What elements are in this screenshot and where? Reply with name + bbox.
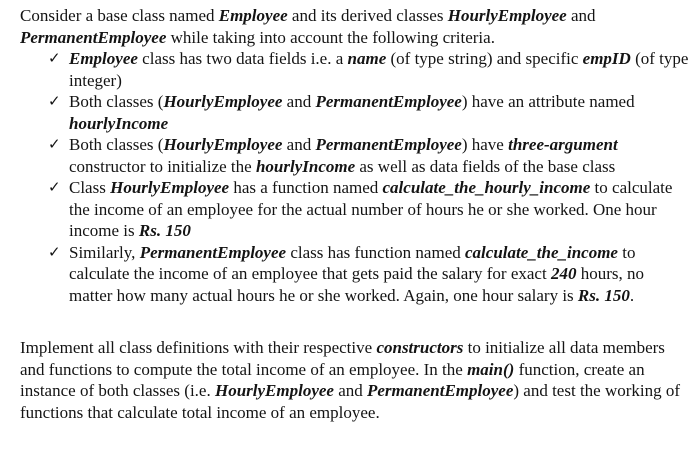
text: Class	[69, 178, 111, 197]
text: function, create an instance of both classes (i.e.	[20, 359, 645, 400]
function-name-income: calculate_the_income	[465, 242, 618, 262]
criteria-list	[20, 48, 690, 306]
class-name-hourly-employee: HourlyEmployee	[447, 6, 567, 25]
text: ) have an attribute named	[461, 92, 635, 111]
checkmark-icon: ✓	[48, 135, 61, 153]
criteria-item-2	[48, 91, 690, 134]
checkmark-icon: ✓	[48, 49, 61, 67]
text: Implement all class definitions with their respective	[20, 338, 377, 357]
main-function: main()	[467, 359, 515, 379]
text: to initialize all data members and functions to compute the total income of an employee. In the	[20, 338, 665, 379]
criteria-item-5	[48, 242, 690, 307]
text: has a function named	[229, 178, 383, 197]
text: Similarly,	[69, 242, 140, 262]
text: and its derived classes	[287, 6, 448, 25]
task-paragraph	[20, 337, 690, 423]
class-name-permanent-employee: PermanentEmployee	[315, 135, 462, 154]
criteria-item-3	[48, 134, 690, 177]
text: .	[629, 285, 635, 305]
text: to calculate the income of an employee for the actual number of hours he or she worked. One hour income is	[69, 178, 673, 240]
text: ) and test the working of functions that calculate total income of an employee.	[20, 381, 681, 422]
class-name-permanent-employee: PermanentEmployee	[139, 242, 287, 262]
text: and	[282, 135, 316, 154]
text: (of type string) and specific	[386, 49, 583, 68]
text: Both classes (	[69, 135, 164, 154]
text: Both classes (	[69, 92, 164, 111]
class-name-hourly-employee: HourlyEmployee	[163, 92, 283, 111]
text: class has two data fields i.e. a	[137, 49, 348, 68]
class-name-hourly-employee: HourlyEmployee	[110, 178, 230, 197]
class-name-permanent-employee: PermanentEmployee	[315, 92, 462, 111]
function-name-hourly-income: calculate_the_hourly_income	[382, 178, 591, 197]
question-document	[20, 5, 690, 423]
criteria-item-4	[48, 177, 690, 242]
intro-paragraph	[20, 5, 690, 48]
class-name-permanent-employee: PermanentEmployee	[20, 27, 167, 47]
text: as well as data fields of the base class	[355, 156, 616, 176]
constructors-term: constructors	[376, 338, 464, 357]
text: and	[282, 92, 316, 111]
class-name-hourly-employee: HourlyEmployee	[163, 135, 283, 154]
text: constructor to initialize the	[69, 156, 256, 176]
text: while taking into account the following criteria.	[166, 27, 495, 47]
class-name-hourly-employee: HourlyEmployee	[214, 381, 334, 400]
text: (of type integer)	[69, 49, 689, 90]
class-name-employee: Employee	[218, 6, 288, 25]
text: ) have	[461, 135, 509, 154]
checkmark-icon: ✓	[48, 242, 61, 261]
criteria-item-1	[48, 48, 690, 91]
hourly-rate: Rs. 150	[577, 285, 630, 305]
checkmark-icon: ✓	[48, 92, 61, 110]
class-name-permanent-employee: PermanentEmployee	[367, 381, 514, 400]
hourly-rate: Rs. 150	[138, 221, 191, 240]
checkmark-icon: ✓	[48, 178, 61, 196]
text: and	[333, 381, 367, 400]
text: Consider a base class named	[20, 6, 219, 25]
text: and	[566, 6, 596, 25]
three-argument-term: three-argument	[508, 135, 618, 154]
attribute-hourly-income: hourlyIncome	[69, 113, 169, 133]
fixed-hours: 240	[550, 264, 577, 283]
text: to calculate the income of an employee that gets paid the salary for exact	[69, 242, 636, 283]
class-name-employee: Employee	[69, 49, 138, 68]
attribute-hourly-income: hourlyIncome	[255, 156, 356, 176]
field-name: name	[347, 49, 387, 68]
text: class has function named	[286, 242, 465, 262]
field-empid: empID	[582, 49, 631, 68]
text: hours, no matter how many actual hours he or she worked. Again, one hour salary is	[69, 264, 644, 305]
